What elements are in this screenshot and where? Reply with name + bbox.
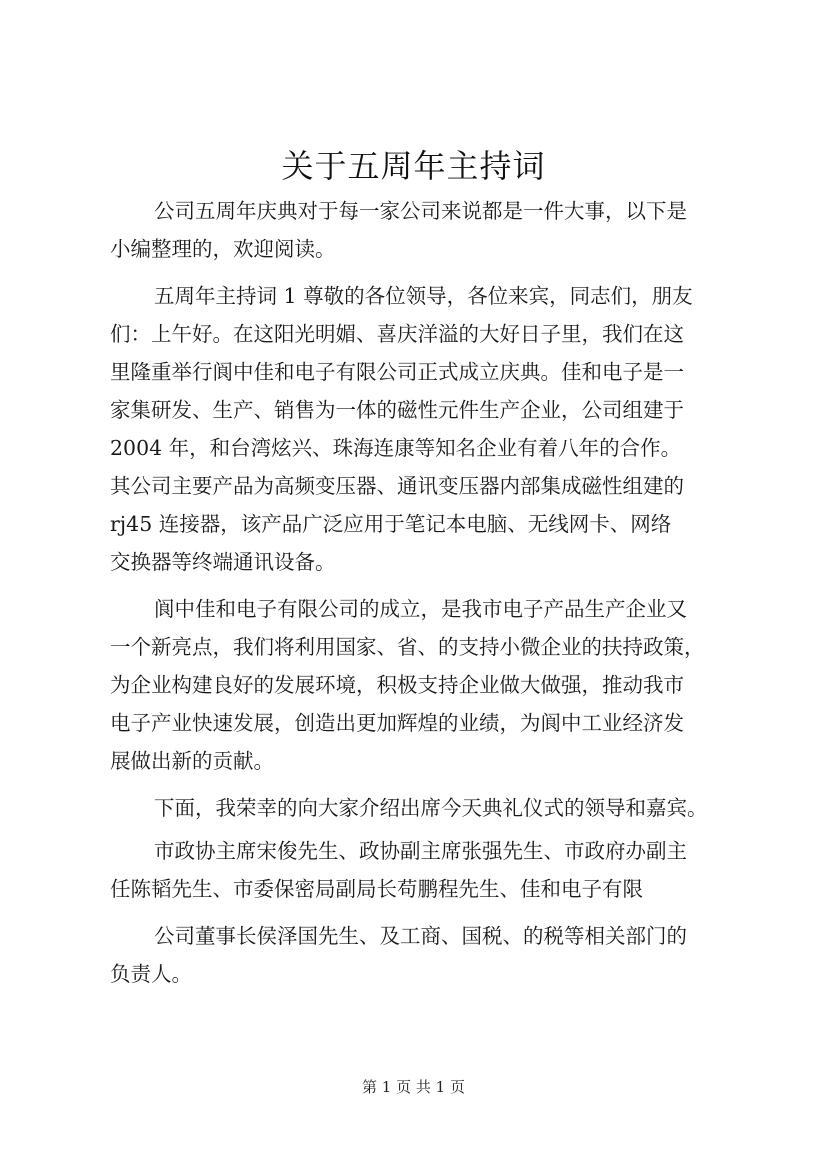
text-line: 五周年主持词 1 尊敬的各位领导，各位来宾，同志们，朋友	[154, 284, 693, 308]
paragraph	[110, 917, 730, 993]
paragraph	[110, 590, 730, 780]
text-line: 一个新亮点，我们将利用国家、省、的支持小微企业的扶持政策，	[110, 635, 705, 659]
page-footer: 第 1 页 共 1 页	[362, 1078, 465, 1096]
text-line: rj45 连接器，该产品广泛应用于笔记本电脑、无线网卡、网络	[110, 512, 672, 536]
text-line: 小编整理的，欢迎阅读。	[110, 237, 336, 261]
text-line: 为企业构建良好的发展环境，积极支持企业做大做强，推动我市	[110, 673, 684, 697]
text-line: 市政协主席宋俊先生、政协副主席张强先生、市政府办副主	[154, 839, 687, 863]
document-body	[110, 192, 730, 993]
text-line: 下面，我荣幸的向大家介绍出席今天典礼仪式的领导和嘉宾。	[154, 796, 708, 820]
text-line: 家集研发、生产、销售为一体的磁性元件生产企业，公司组建于	[110, 398, 684, 422]
text-line: 任陈韬先生、市委保密局副局长苟鹏程先生、佳和电子有限	[110, 877, 643, 901]
paragraph	[110, 277, 730, 581]
text-line: 电子产业快速发展，创造出更加辉煌的业绩，为阆中工业经济发	[110, 711, 684, 735]
text-line: 公司五周年庆典对于每一家公司来说都是一件大事，以下是	[154, 199, 687, 223]
paragraph	[110, 789, 730, 827]
text-line: 公司董事长侯泽国先生、及工商、国税、的税等相关部门的	[154, 924, 687, 948]
paragraph	[110, 192, 730, 268]
paragraph	[110, 832, 730, 908]
text-line: 2004 年，和台湾炫兴、珠海连康等知名企业有着八年的合作。	[110, 436, 682, 460]
text-line: 交换器等终端通讯设备。	[110, 550, 336, 574]
text-line: 展做出新的贡献。	[110, 749, 274, 773]
text-line: 们：上午好。在这阳光明媚、喜庆洋溢的大好日子里，我们在这	[110, 322, 684, 346]
text-line: 负责人。	[110, 962, 192, 986]
document-title: 关于五周年主持词	[281, 147, 546, 185]
text-line: 里隆重举行阆中佳和电子有限公司正式成立庆典。佳和电子是一	[110, 360, 684, 384]
text-line: 阆中佳和电子有限公司的成立，是我市电子产品生产企业又	[154, 597, 687, 621]
text-line: 其公司主要产品为高频变压器、通讯变压器内部集成磁性组建的	[110, 474, 684, 498]
